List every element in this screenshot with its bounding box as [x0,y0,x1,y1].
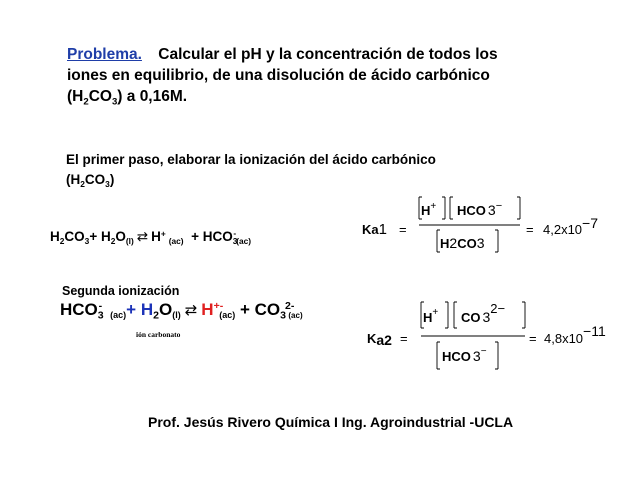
ka1-equals: = [399,222,407,237]
second-ionization-title: Segunda ionización [62,284,180,298]
carbonate-ion-note: ión carbonato [136,330,181,339]
equilibrium-arrow-icon: ⇄ [136,229,149,244]
first-step-line-1: El primer paso, elaborar la ionización del ácido carbónico [66,152,436,167]
second-ionization-equation: $HCO_3^-_{(ac)}+ H_2O_{(l)}$ ⇄ $H^{+-}_{(ac)} + CO_3^{2-}_{(ac)}$ [60,300,303,322]
problem-statement [67,44,601,107]
ka1-h2co3: H2CO3 [440,235,485,251]
ka2-co3: CO 32− [461,301,506,325]
ka2-hco3: HCO 3− [442,346,487,364]
ka2-label: Ka2 [367,331,392,348]
ka2-h: H+ [423,307,439,325]
equilibrium-arrow-icon: ⇄ [184,302,198,319]
ka2-equals: = [400,331,408,346]
ka2-equals-2: = [529,331,537,346]
problem-line-1: Calcular el pH y la concentración de todos los [158,46,498,63]
ka1-value: 4,2x10−7 [543,215,599,237]
footer-credit: Prof. Jesús Rivero Química I Ing. Agroindustrial -UCLA [148,414,514,430]
problem-line-2: iones en equilibrio, de una disolución de ácido carbónico [67,67,490,84]
ka1-expression [355,188,635,260]
ka2-value: 4,8x10−11 [544,323,606,346]
ka1-hco3: HCO 3− [457,200,503,218]
ka2-expression [355,292,635,374]
ka1-label: Ka1 [362,221,387,238]
problem-line-3: $(H_2CO_3)$ a 0,16M. [67,88,188,108]
ka1-h: H+ [421,201,437,218]
ka1-equals-2: = [526,222,534,237]
first-step-text [66,150,536,190]
problem-label: Problema. [67,46,142,63]
first-step-line-2: $(H_2CO_3)$ [66,172,115,189]
first-ionization-equation: $H_2CO_3+ H_2O_{(l)}$ ⇄ $H^+_{(ac)} + HCO_3^-_{(ac)}$ [50,228,252,246]
